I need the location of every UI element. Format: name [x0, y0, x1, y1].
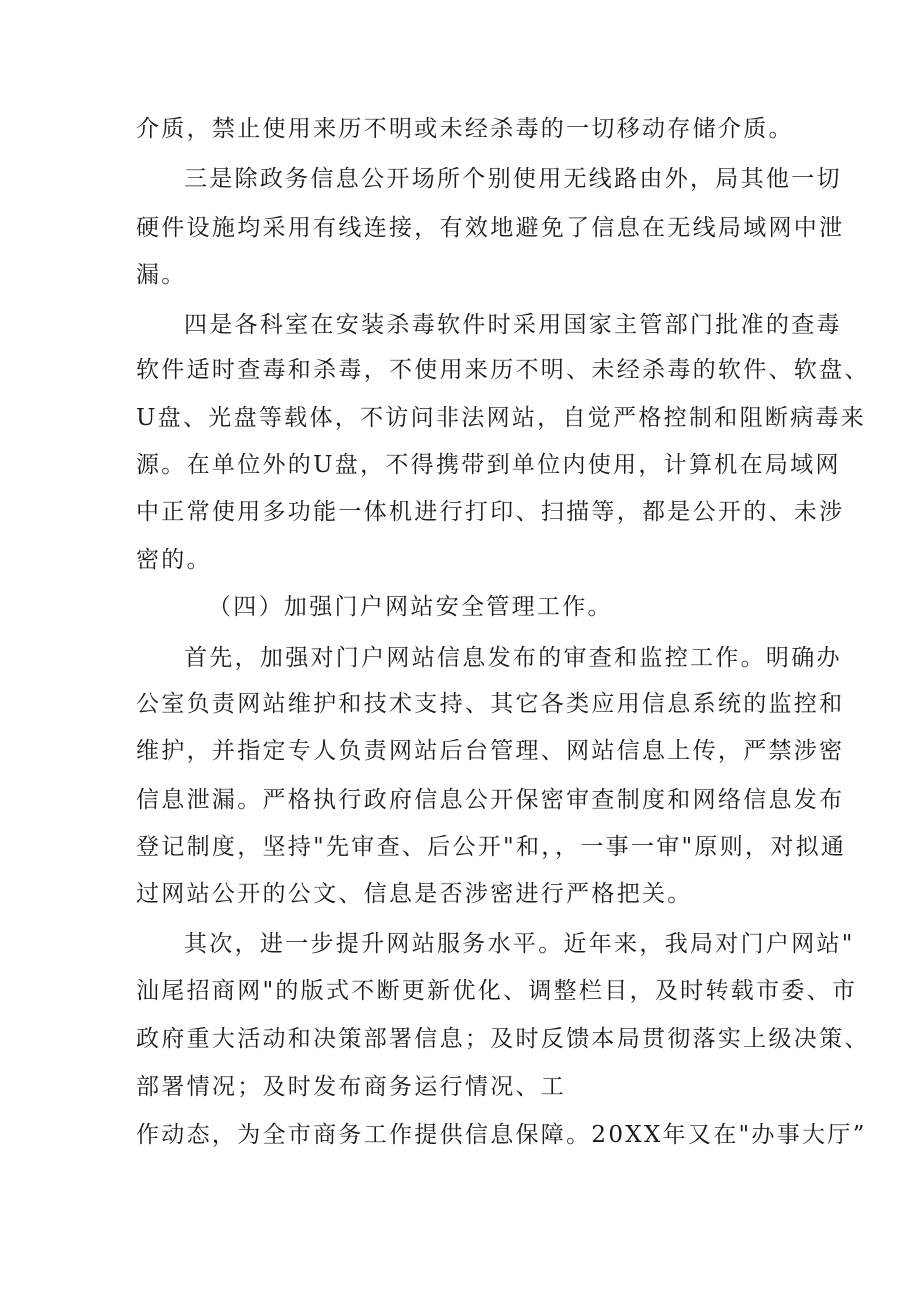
- text-line-13: 公室负责网站维护和技术支持、其它各类应用信息系统的监控和: [136, 691, 845, 717]
- text-line-16: 登记制度，坚持"先审查、后公开"和，，一事一审"原则，对拟通: [136, 834, 847, 860]
- text-line-20: 政府重大活动和决策部署信息；及时反馈本局贯彻落实上级决策、: [136, 1026, 870, 1052]
- text-line-14: 维护，并指定专人负责网站后台管理、网站信息上传，严禁涉密: [136, 738, 845, 764]
- text-line-22: 作动态，为全市商务工作提供信息保障。20XX年又在"办事大厅”: [136, 1122, 867, 1148]
- text-line-7: U盘、光盘等载体，不访问非法网站，自觉严格控制和阻断病毒来: [136, 405, 867, 431]
- text-line-5: 四是各科室在安装杀毒软件时采用国家主管部门批准的查毒: [184, 312, 842, 338]
- text-line-19: 汕尾招商网"的版式不断更新优化、调整栏目，及时转载市委、市: [136, 978, 858, 1004]
- section-heading: （四）加强门户网站安全管理工作。: [208, 594, 613, 620]
- text-line-4: 漏。: [136, 262, 187, 288]
- text-line-21: 部署情况；及时发布商务运行情况、工: [136, 1074, 567, 1100]
- text-line-2: 三是除政务信息公开场所个别使用无线路由外，局其他一切: [184, 166, 842, 192]
- text-line-10: 密的。: [136, 547, 212, 573]
- text-line-8: 源。在单位外的U盘，不得携带到单位内使用，计算机在局域网: [136, 452, 841, 478]
- text-line-6: 软件适时查毒和杀毒，不使用来历不明、未经杀毒的软件、软盘、: [136, 357, 870, 383]
- text-line-18: 其次，进一步提升网站服务水平。近年来，我局对门户网站": [184, 931, 855, 957]
- text-line-17: 过网站公开的公文、信息是否涉密进行严格把关。: [136, 881, 693, 907]
- text-line-9: 中正常使用多功能一体机进行打印、扫描等，都是公开的、未涉: [136, 499, 845, 525]
- text-line-15: 信息泄漏。严格执行政府信息公开保密审查制度和网络信息发布: [136, 787, 845, 813]
- text-line-12: 首先，加强对门户网站信息发布的审查和监控工作。明确办: [184, 645, 842, 671]
- text-line-1: 介质，禁止使用来历不明或未经杀毒的一切移动存储介质。: [136, 116, 794, 142]
- text-line-3: 硬件设施均采用有线连接，有效地避免了信息在无线局域网中泄: [136, 215, 845, 241]
